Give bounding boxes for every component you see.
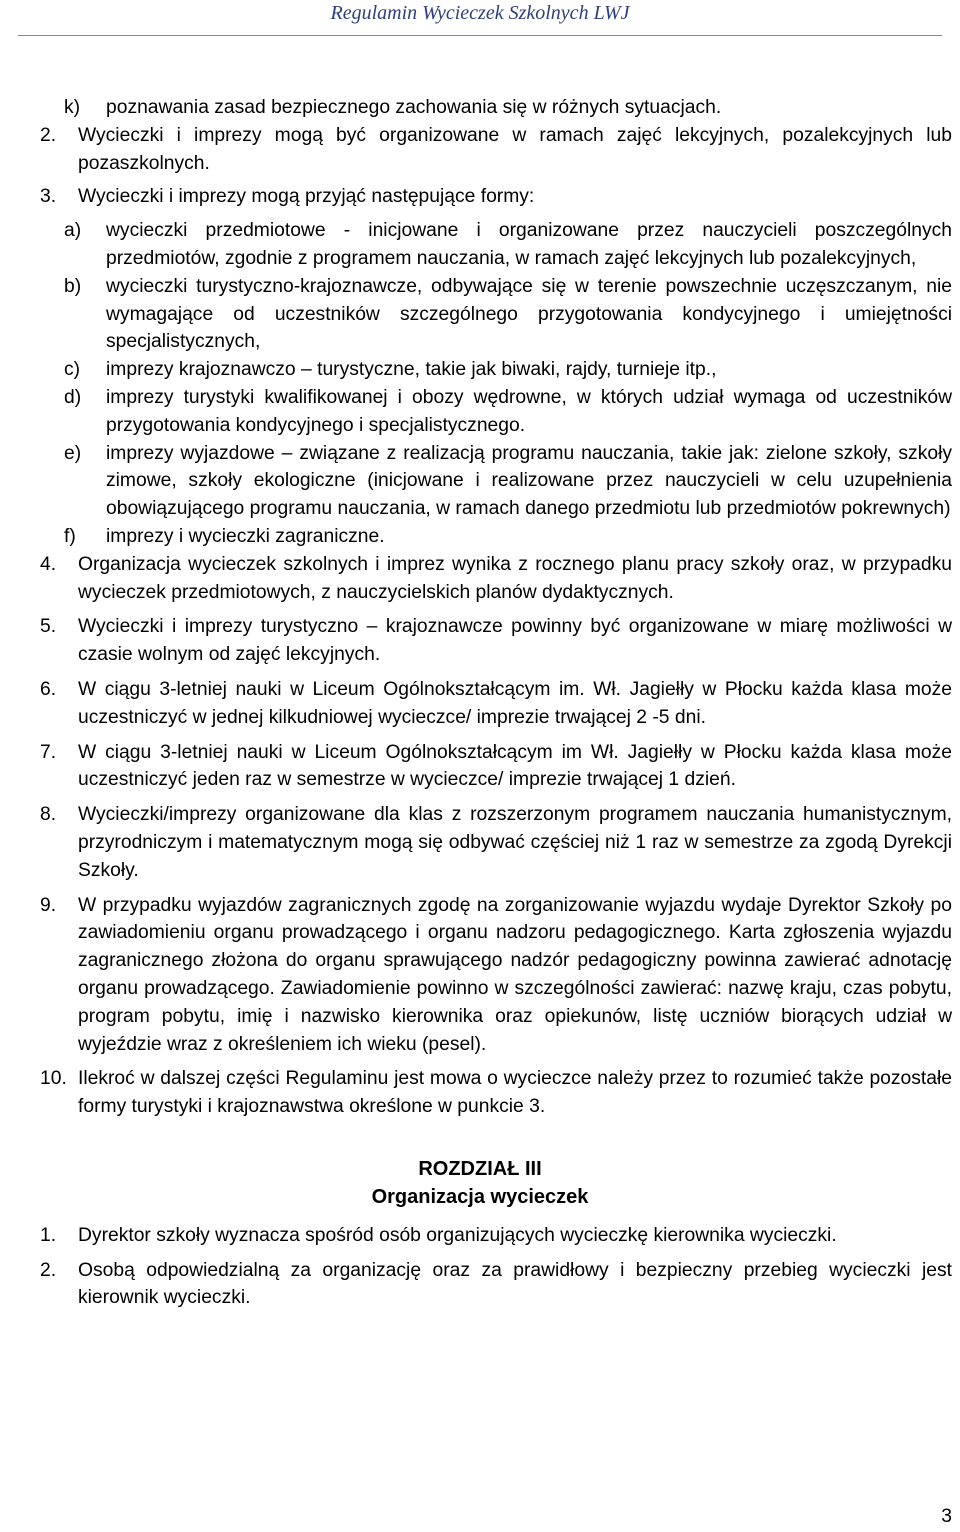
item-marker: 1. [40,1224,57,1246]
list-item [0,892,960,1059]
form-item [0,217,960,273]
item-text: Wycieczki i imprezy mogą przyjąć następujące formy: [78,186,535,208]
form-item [0,384,960,440]
item-marker: 6. [40,678,57,700]
form-item [0,356,960,384]
item-marker: d) [64,386,82,408]
item-marker: e) [64,442,82,464]
item-text: Wycieczki i imprezy mogą być organizowane w ramach zajęć lekcyjnych, pozalekcyjnych lub pozaszkolnych. [78,124,952,174]
list-item [0,551,960,607]
item-marker: 8. [40,804,57,826]
item-marker: 2. [40,1259,57,1281]
item-text: W przypadku wyjazdów zagranicznych zgodę na zorganizowanie wyjazdu wydaje Dyrektor Szkoły po zawiadomieniu organu prowadzącego i organu nadzoru pedagogicznego. Karta zgłoszenia wyjazdu zagranicznego złożona do organu sprawującego nadzór pedagogiczny powinna zawierać adnotację organu prowadzącego. Zawiadomienie powinno w szczególności zawierać: nazwę kraju, czas pobytu, program pobytu, imię i nazwisko kierownika oraz opiekunów, listę uczniów biorących udział w wyjeździe wraz z określeniem ich wieku (pesel). [78,894,952,1055]
item-text: imprezy wyjazdowe – związane z realizacją programu nauczania, takie jak: zielone szkoły, szkoły zimowe, szkoły ekologiczne (inicjowane i realizowane przez nauczycieli w celu uzupełnienia obowiązującego programu nauczania, w ramach danego przedmiotu lub przedmiotów pokrewnych) [106,442,952,520]
chapter-number: ROZDZIAŁ III [418,1157,542,1180]
item-marker: 9. [40,894,57,916]
item-text: Wycieczki i imprezy turystyczno – krajoznawcze powinny być organizowane w miarę możliwości w czasie wolnym od zajęć lekcyjnych. [78,616,952,666]
list-item [0,1065,960,1121]
item-marker: 3. [40,186,57,208]
item-text: Organizacja wycieczek szkolnych i imprez wynika z rocznego planu pracy szkoły oraz, w przypadku wycieczek przedmiotowych, z nauczycielskich planów dydaktycznych. [78,553,952,603]
item-marker: 4. [40,553,57,575]
item-text: Dyrektor szkoły wyznacza spośród osób organizujących wycieczkę kierownika wycieczki. [78,1224,837,1246]
header-rule [18,35,942,36]
item-text: imprezy i wycieczki zagraniczne. [106,525,385,547]
item-text: Ilekroć w dalszej części Regulaminu jest mowa o wycieczce należy przez to rozumieć także pozostałe formy turystyki i krajoznawstwa określone w punkcie 3. [78,1068,952,1118]
list-item [0,183,960,211]
item-text: imprezy turystyki kwalifikowanej i obozy wędrowne, w których udział wymaga od uczestników przygotowania kondycyjnego i specjalistycznego. [106,386,952,436]
item-marker: 2. [40,124,57,146]
item-marker: 10. [40,1068,67,1090]
item-marker: 5. [40,616,57,638]
list-item [0,739,960,795]
item-text: wycieczki turystyczno-krajoznawcze, odbywające się w terenie powszechnie uczęszczanym, nie wymagające od uczestników szczególnego przygotowania kondycyjnego i umiejętności specjalistycznych, [106,275,952,353]
form-item [0,523,960,551]
item-text: Wycieczki/imprezy organizowane dla klas z rozszerzonym programem nauczania humanistycznym, przyrodniczym i matematycznym mogą się odbywać częściej niż 1 raz w semestrze za zgodą Dyrekcji Szkoły. [78,804,952,881]
item-marker: a) [64,220,82,242]
form-item [0,273,960,356]
item-text: Osobą odpowiedzialną za organizację oraz za prawidłowy i bezpieczny przebieg wycieczki jest kierownik wycieczki. [78,1259,952,1309]
item-text: W ciągu 3-letniej nauki w Liceum Ogólnokształcącym im. Wł. Jagiełły w Płocku każda klasa może uczestniczyć w jednej kilkudniowej wycieczce/ imprezie trwającej 2 -5 dni. [78,678,952,728]
list-item [0,1222,960,1250]
item-marker: k) [64,97,81,118]
list-item [0,801,960,884]
list-item [0,94,960,122]
page-number: 3 [941,1506,952,1527]
item-marker: 7. [40,741,57,763]
list-item [0,613,960,669]
chapter-title: Organizacja wycieczek [371,1185,589,1208]
page-header-title: Regulamin Wycieczek Szkolnych LWJ [330,2,630,24]
item-marker: c) [64,359,81,381]
document-body [0,94,960,1312]
item-marker: f) [64,525,76,547]
item-text: W ciągu 3-letniej nauki w Liceum Ogólnokształcącym im Wł. Jagiełły w Płocku każda klasa może uczestniczyć jeden raz w semestrze w wycieczce/ imprezie trwającej 1 dzień. [78,741,952,791]
list-item [0,122,960,178]
chapter-heading [0,1155,960,1211]
form-item [0,440,960,523]
list-item [0,676,960,732]
item-text: wycieczki przedmiotowe - inicjowane i organizowane przez nauczycieli poszczególnych przedmiotów, zgodnie z programem nauczania, w ramach zajęć lekcyjnych lub pozalekcyjnych, [106,220,952,269]
item-text: poznawania zasad bezpiecznego zachowania się w różnych sytuacjach. [106,97,722,118]
item-text: imprezy krajoznawczo – turystyczne, takie jak biwaki, rajdy, turnieje itp., [106,359,717,381]
list-item [0,1257,960,1313]
item-marker: b) [64,275,82,297]
